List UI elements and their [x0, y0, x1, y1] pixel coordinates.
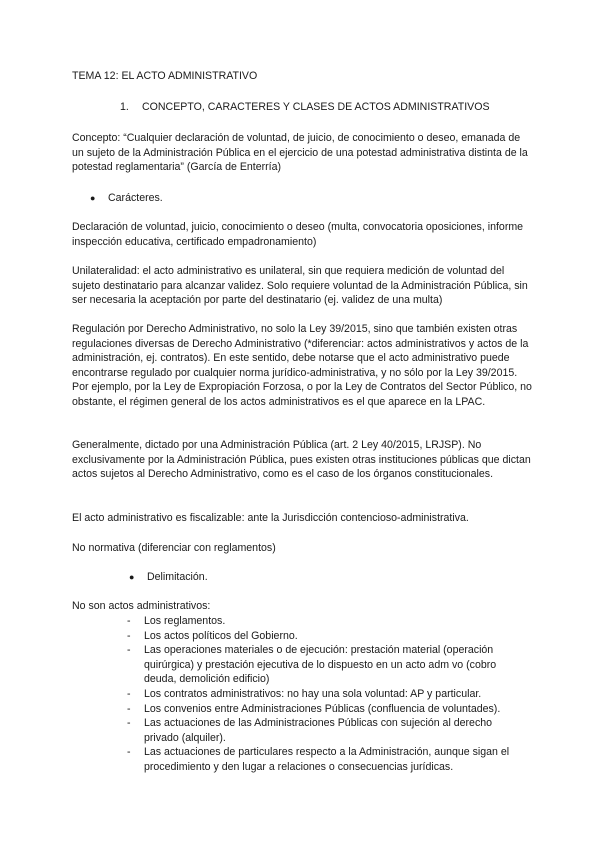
list-item: [127, 702, 527, 717]
paragraph-no-normativa: No normativa (diferenciar con reglamentos): [72, 542, 276, 554]
dash-glyph: -: [127, 629, 131, 642]
dash-glyph: -: [127, 687, 131, 700]
list-item: [127, 716, 527, 745]
list-item-text: Los actos políticos del Gobierno.: [144, 629, 298, 642]
dash-glyph: -: [127, 717, 131, 730]
section-heading-text: CONCEPTO, CARACTERES Y CLASES DE ACTOS ADMINISTRATIVOS: [142, 101, 490, 113]
list-item-text: Los contratos administrativos: no hay una sola voluntad: AP y particular.: [144, 687, 482, 700]
document-title: TEMA 12: EL ACTO ADMINISTRATIVO: [72, 70, 258, 82]
delimitacion-label: Delimitación.: [147, 571, 208, 583]
no-son-list: [127, 614, 527, 775]
list-item-text: Los reglamentos.: [144, 615, 226, 627]
paragraph-declaracion: Declaración de voluntad, juicio, conocimiento o deseo (multa, convocatoria oposiciones, informe inspección educativa, certificado empadronamiento): [72, 221, 524, 248]
list-item: [127, 614, 527, 629]
list-item: [127, 643, 527, 687]
bullet-glyph: ●: [90, 193, 96, 203]
section-number: 1.: [120, 101, 129, 113]
section-heading: [120, 100, 540, 115]
dash-glyph: -: [127, 615, 131, 627]
list-item-text: Las operaciones materiales o de ejecución: prestación material (operación quirúrgica) y prestación ejecutiva de lo dispuesto en un acto adm vo (cobro deuda, demolición edificio): [144, 644, 497, 686]
concepto-paragraph: Concepto: “Cualquier declaración de voluntad, de juicio, de conocimiento o deseo, emanada de un sujeto de la Administración Pública en el ejercicio de una potestad administrativa distinta de la potestad reglamentaria” (García de Enterría): [72, 132, 528, 174]
paragraph-fiscalizable: El acto administrativo es fiscalizable: ante la Jurisdicción contencioso-administrativa.: [72, 512, 469, 524]
caracteres-bullet: [90, 191, 550, 206]
paragraph-unilateralidad: Unilateralidad: el acto administrativo es unilateral, sin que requiera medición de voluntad del sujeto destinatario para alcanzar validez. Solo requiere voluntad de la Administración Pública, sin ser necesaria la aceptación por parte del destinatario (ej. validez de una multa): [72, 265, 528, 307]
paragraph-generalmente: Generalmente, dictado por una Administración Pública (art. 2 Ley 40/2015, LRJSP). No exclusivamente por la Administración Pública, pues existen otras instituciones públicas que dictan actos sujetos al Derecho Administrativo, como es el caso de los órganos constitucionales.: [72, 439, 531, 481]
list-item-text: Las actuaciones de particulares respecto a la Administración, aunque sigan el procedimiento y den lugar a relaciones o consecuencias jurídicas.: [144, 746, 510, 773]
list-item-text: Las actuaciones de las Administraciones Públicas con sujeción al derecho privado (alquiler).: [144, 717, 493, 744]
dash-glyph: -: [127, 644, 131, 657]
paragraph-regulacion: Regulación por Derecho Administrativo, no solo la Ley 39/2015, sino que también existen otras regulaciones diversas de Derecho Administrativo (*diferenciar: actos administrativos y actos de la administración, ej. contratos). En este sentido, debe notarse que el acto administrativo puede encontrarse regulado por cualquier norma jurídico-administrativa, y no sólo por la Ley 39/2015. Por ejemplo, por la Ley de Expropiación Forzosa, o por la Ley de Contratos del Sector Público, no obstante, el régimen general de los actos administrativos es el que aparece en la LPAC.: [72, 323, 532, 408]
list-item: [127, 629, 527, 644]
dash-glyph: -: [127, 702, 131, 715]
bullet-glyph: ●: [129, 572, 135, 582]
caracteres-label: Carácteres.: [108, 192, 163, 204]
list-item: [127, 687, 527, 702]
dash-glyph: -: [127, 746, 131, 759]
list-item-text: Los convenios entre Administraciones Públicas (confluencia de voluntades).: [144, 702, 501, 715]
delimitacion-bullet: [129, 570, 589, 585]
list-item: [127, 745, 527, 774]
no-son-intro: No son actos administrativos:: [72, 600, 211, 612]
